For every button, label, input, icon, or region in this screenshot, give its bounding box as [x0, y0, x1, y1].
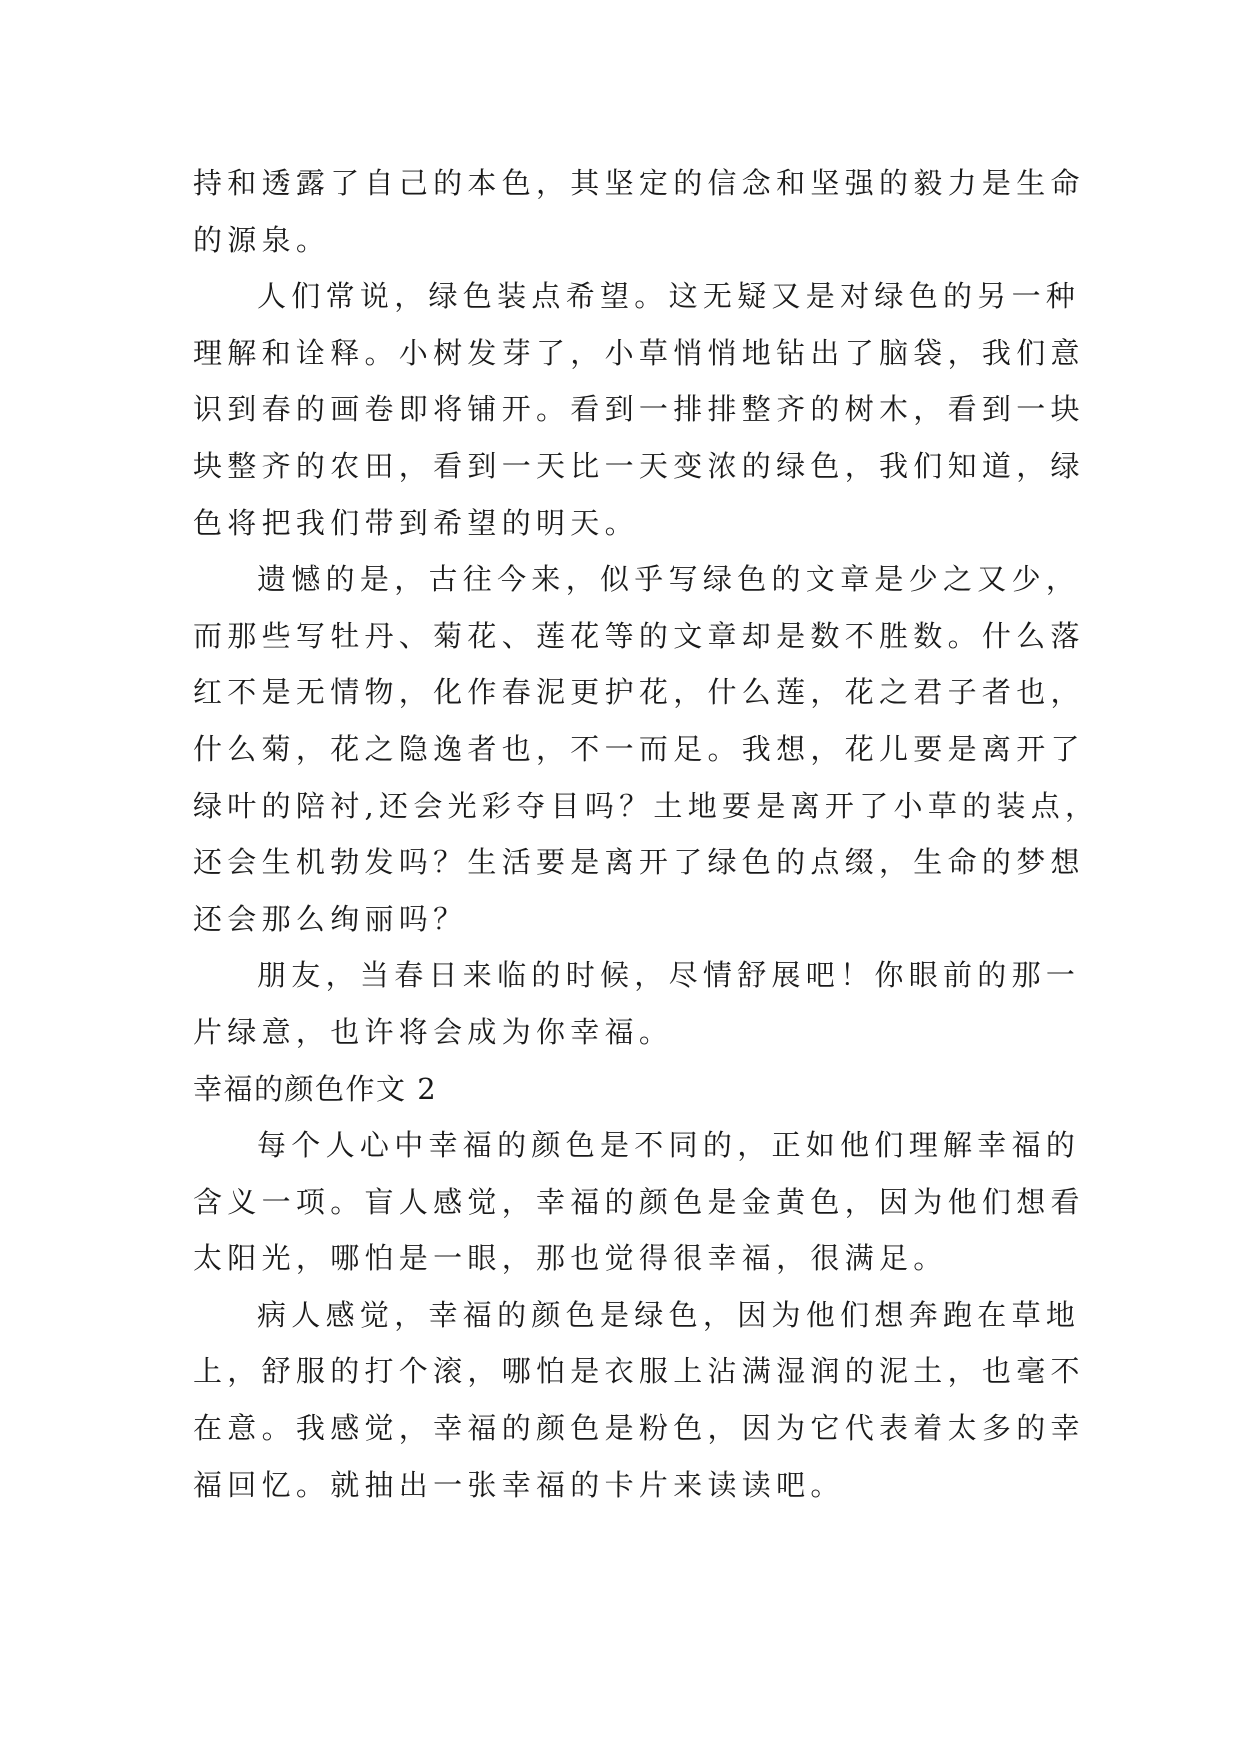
paragraph-line: 色将把我们带到希望的明天。 [193, 505, 639, 540]
paragraph-line: 人们常说，绿色装点希望。这无疑又是对绿色的另一种 [257, 279, 1081, 314]
paragraph-line: 福回忆。就抽出一张幸福的卡片来读读吧。 [193, 1467, 845, 1502]
paragraph-line: 太阳光，哪怕是一眼，那也觉得很幸福，很满足。 [193, 1241, 948, 1276]
paragraph-line: 红不是无情物，化作春泥更护花，什么莲，花之君子者也， [193, 675, 1085, 710]
paragraph-line: 还会生机勃发吗？生活要是离开了绿色的点缀，生命的梦想 [193, 845, 1085, 880]
paragraph-line: 含义一项。盲人感觉，幸福的颜色是金黄色，因为他们想看 [193, 1184, 1085, 1219]
paragraph-line: 识到春的画卷即将铺开。看到一排排整齐的树木，看到一块 [193, 392, 1085, 427]
paragraph-line: 的源泉。 [193, 222, 331, 257]
paragraph-line: 而那些写牡丹、菊花、莲花等的文章却是数不胜数。什么落 [193, 618, 1085, 653]
section-heading: 幸福的颜色作文 2 [193, 1071, 438, 1106]
paragraph-line: 在意。我感觉，幸福的颜色是粉色，因为它代表着太多的幸 [193, 1411, 1085, 1446]
paragraph-line: 持和透露了自己的本色，其坚定的信念和坚强的毅力是生命 [193, 166, 1085, 200]
paragraph-line: 什么菊，花之隐逸者也，不一而足。我想，花儿要是离开了 [193, 731, 1085, 766]
paragraph-line: 朋友，当春日来临的时候，尽情舒展吧！你眼前的那一 [257, 958, 1081, 993]
paragraph-line: 还会那么绚丽吗？ [193, 901, 468, 936]
document-body [193, 155, 1100, 1513]
paragraph-line: 遗憾的是，古往今来，似乎写绿色的文章是少之又少， [257, 562, 1081, 597]
paragraph-line: 片绿意，也许将会成为你幸福。 [193, 1014, 674, 1049]
paragraph-line: 上，舒服的打个滚，哪怕是衣服上沾满湿润的泥土，也毫不 [193, 1354, 1085, 1389]
paragraph-line: 每个人心中幸福的颜色是不同的，正如他们理解幸福的 [257, 1128, 1081, 1163]
paragraph-line: 理解和诠释。小树发芽了，小草悄悄地钻出了脑袋，我们意 [193, 335, 1085, 370]
paragraph-line: 病人感觉，幸福的颜色是绿色，因为他们想奔跑在草地 [257, 1297, 1081, 1332]
paragraph-line: 块整齐的农田，看到一天比一天变浓的绿色，我们知道，绿 [193, 448, 1085, 483]
paragraph-line: 绿叶的陪衬,还会光彩夺目吗？土地要是离开了小草的装点， [193, 788, 1100, 823]
